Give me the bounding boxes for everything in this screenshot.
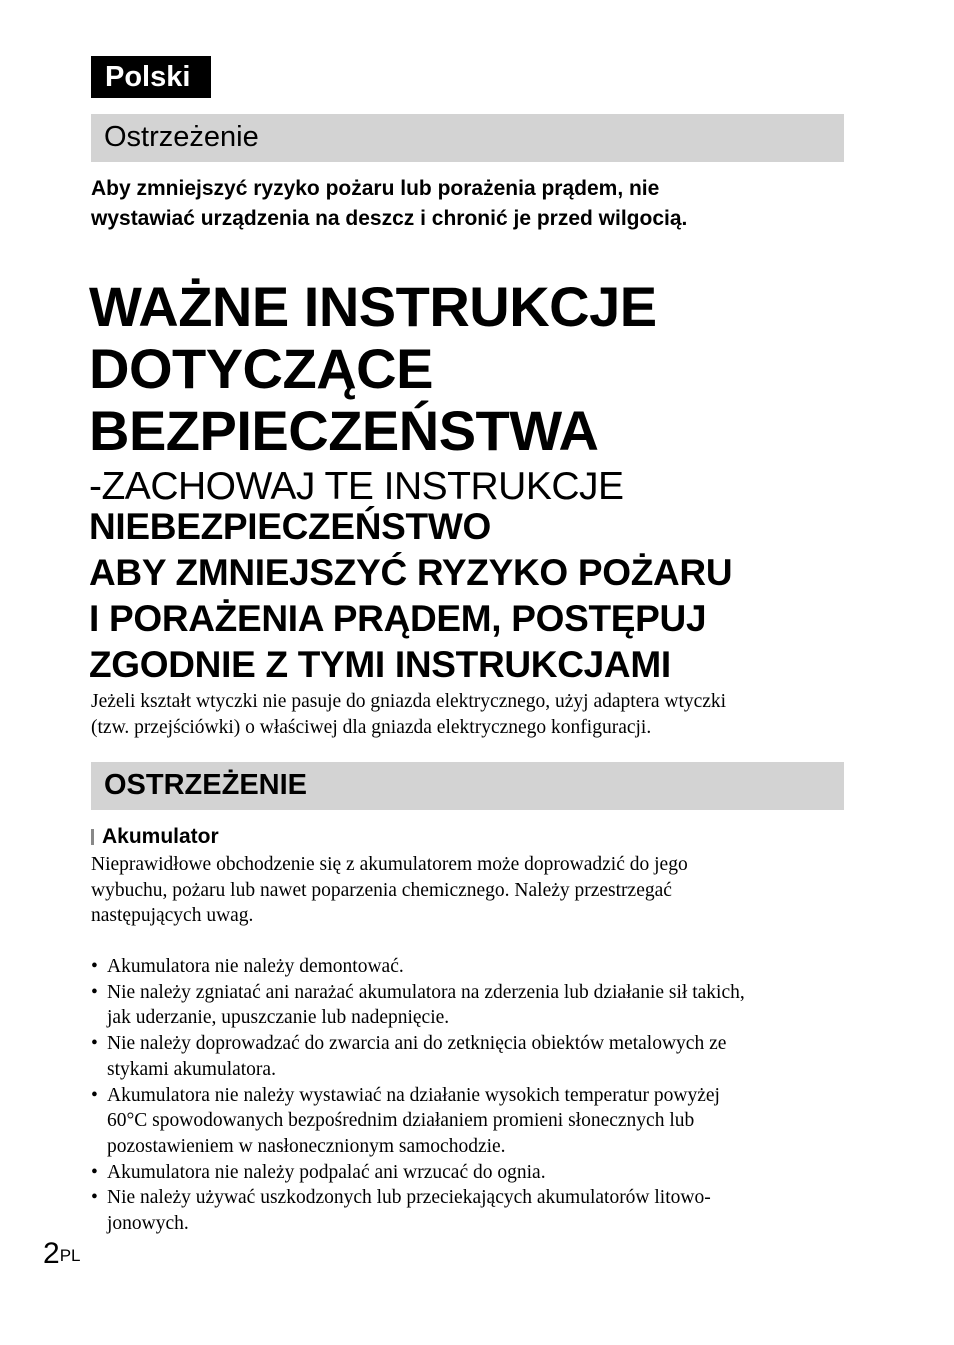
list-item xyxy=(91,1185,861,1236)
list-item-line: • Akumulatora nie należy podpalać ani wrzucać do ognia. xyxy=(107,1161,546,1183)
section-heading-warning: Ostrzeżenie xyxy=(91,114,844,162)
danger-line: ABY ZMNIEJSZYĆ RYZYKO POŻARU xyxy=(89,552,733,593)
list-item-line: stykami akumulatora. xyxy=(107,1058,276,1080)
plug-line: Jeżeli kształt wtyczki nie pasuje do gniazda elektrycznego, użyj adaptera wtyczki xyxy=(91,691,727,712)
warning-line: Aby zmniejszyć ryzyko pożaru lub porażenia prądem, nie xyxy=(91,177,660,200)
heading-marker-icon xyxy=(91,829,94,845)
list-item xyxy=(91,954,861,980)
plug-line: (tzw. przejściówki) o właściwej dla gniazda elektrycznego konfiguracji. xyxy=(91,717,652,738)
title-line: BEZPIECZEŃSTWA xyxy=(89,399,599,462)
list-item xyxy=(91,1031,861,1082)
page-number-value: 2 xyxy=(43,1237,60,1270)
list-item xyxy=(91,980,861,1031)
danger-heading xyxy=(89,504,939,688)
danger-line: I PORAŻENIA PRĄDEM, POSTĘPUJ xyxy=(89,598,707,639)
plug-adapter-text xyxy=(91,689,861,741)
safety-title xyxy=(89,276,929,462)
battery-precautions-list xyxy=(91,954,861,1237)
danger-line: NIEBEZPIECZEŃSTWO xyxy=(89,506,491,547)
list-item-line: • Nie należy zgniatać ani narażać akumulatora na zderzenia lub działanie sił takich, xyxy=(107,981,745,1003)
list-item-line: • Nie należy używać uszkodzonych lub przeciekających akumulatorów litowo- xyxy=(107,1187,711,1209)
battery-heading-label: Akumulator xyxy=(102,825,219,848)
list-item-line: 60°C spowodowanych bezpośrednim działaniem promieni słonecznych lub xyxy=(107,1110,695,1132)
title-line: DOTYCZĄCE xyxy=(89,337,433,400)
warning-line: wystawiać urządzenia na deszcz i chronić je przed wilgocią. xyxy=(91,207,688,230)
language-tab: Polski xyxy=(91,56,211,98)
battery-heading xyxy=(91,823,219,851)
list-item xyxy=(91,1083,861,1160)
save-instructions-subtitle: -ZACHOWAJ TE INSTRUKCJE xyxy=(89,465,624,508)
list-item-line: • Akumulatora nie należy wystawiać na działanie wysokich temperatur powyżej xyxy=(107,1084,720,1106)
title-line: WAŻNE INSTRUKCJE xyxy=(89,275,657,338)
list-item-line: • Nie należy doprowadzać do zwarcia ani do zetknięcia obiektów metalowych ze xyxy=(107,1033,727,1055)
battery-intro xyxy=(91,852,851,929)
list-item xyxy=(91,1160,861,1186)
intro-line: Nieprawidłowe obchodzenie się z akumulatorem może doprowadzić do jego xyxy=(91,854,688,875)
intro-line: wybuchu, pożaru lub nawet poparzenia chemicznego. Należy przestrzegać xyxy=(91,879,672,901)
page-language-code: PL xyxy=(59,1246,81,1265)
list-item-line: jak uderzanie, upuszczanie lub nadepnięcie. xyxy=(107,1007,450,1029)
intro-line: następujących uwag. xyxy=(91,905,254,926)
warning-text xyxy=(91,174,851,234)
page-number xyxy=(43,1234,80,1274)
list-item-line: • Akumulatora nie należy demontować. xyxy=(107,956,404,977)
list-item-line: pozostawieniem w nasłonecznionym samochodzie. xyxy=(107,1135,506,1157)
section-heading-caution: OSTRZEŻENIE xyxy=(91,762,844,810)
danger-line: ZGODNIE Z TYMI INSTRUKCJAMI xyxy=(89,644,671,685)
list-item-line: jonowych. xyxy=(107,1213,189,1235)
